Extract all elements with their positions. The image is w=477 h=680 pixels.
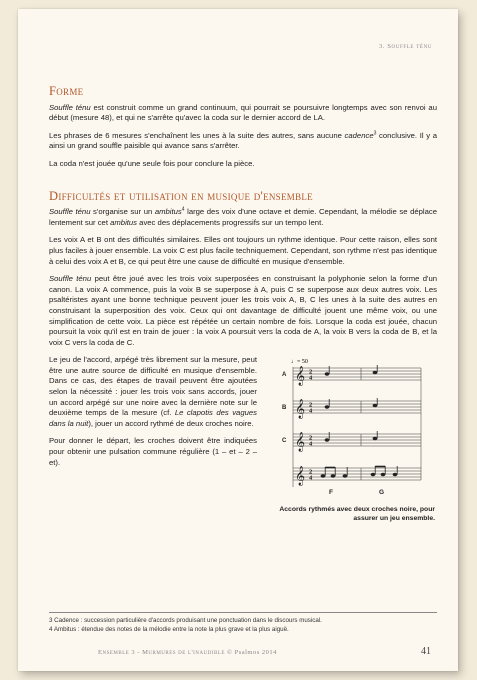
time-sig-den: 4: [309, 474, 313, 482]
time-sig-num: 2: [309, 401, 313, 409]
footer-title: Ensemble 3 - Murmures de l'inaudible: [98, 649, 225, 656]
work-title: Souffle ténu: [49, 207, 91, 217]
paragraph: [49, 274, 437, 348]
text: large des voix d'une octave et demie. Cependant, la mélodie se déplace lentement sur cet: [49, 207, 438, 227]
footer: [98, 649, 277, 656]
voice-label-a: A: [282, 372, 287, 379]
text: avec des déplacements progressifs sur un tempo lent.: [137, 217, 324, 227]
text: est construit comme un grand continuum, qui pourrait se poursuivre longtemps avec son renvoi au début (mesure 48), et qui ne s'arrête qu'avec la coda sur le dernier accord de LA.: [49, 102, 437, 123]
section-title-forme: Forme: [49, 84, 84, 98]
tempo-marking: ♩= 50: [291, 359, 308, 366]
term: ambitus: [110, 217, 138, 227]
footnote-3: 3 Cadence : succession particulière d'accords produisant une ponctuation dans le discours musical.: [49, 617, 322, 624]
time-sig-num: 2: [309, 368, 313, 376]
treble-clefs: [295, 366, 305, 486]
page: [18, 9, 458, 671]
work-title: Souffle ténu: [49, 102, 91, 112]
paragraph: [49, 131, 437, 152]
music-figure: [271, 355, 435, 523]
text: Les phrases de 6 mesures s'enchaînent les unes à la suite des autres, sans aucune: [49, 130, 345, 140]
paragraph: La coda n'est jouée qu'une seule fois pour conclure la pièce.: [49, 158, 255, 168]
time-sig-num: 2: [309, 468, 313, 476]
section-title-difficultes: Difficultés et utilisation en musique d'ensemble: [49, 188, 313, 203]
figure-caption: Accords rythmés avec deux croches noire, pour assurer un jeu ensemble.: [279, 506, 435, 522]
running-head: 3. Souffle ténu: [379, 43, 432, 50]
text: ), jouer un accord rythmé de deux croches noire.: [88, 418, 254, 428]
footnote-4: 4 Ambitus : étendue des notes de la mélodie entre la note la plus grave et la plus aiguë.: [49, 626, 289, 634]
footnote-ref: 3: [373, 130, 377, 137]
footer-copyright: © Psalmos 2014: [224, 649, 277, 656]
treble-clef-icon: 𝄞: [295, 432, 306, 453]
footnote-ref: 4: [181, 206, 185, 213]
paragraph: [49, 103, 437, 124]
chord-label-f: F: [329, 489, 333, 497]
text: peut être joué avec les trois voix superposées en construisant la polyphonie selon la forme d'un canon. La voix A commence, puis la voix B se superpose à A, puis C se superpose aux deux autres voix. Les psaltéristes ayant une bonne technique peuvent jouer les trois voix A, B, C les unes à la suite des autres en construisant la superposition des voix. Ceux qui ont davantage de difficulté jouent une même voix, ou une simplification de cette voix. La pièce est répétée un certain nombre de fois. Lorsque la coda est jouée, chacun poursuit la voix qu'il est en train de jouer : la voix A poursuit vers la coda de A, la voix B vers la coda de B, et la voix C vers la coda de C.: [49, 274, 437, 347]
term: cadence: [344, 130, 374, 140]
voice-label-c: C: [282, 438, 287, 445]
content: [49, 86, 437, 523]
beams: [325, 467, 385, 468]
score-svg: [271, 355, 435, 505]
time-sig-den: 4: [309, 407, 313, 415]
time-sig-num: 2: [309, 434, 313, 442]
page-number: 41: [421, 646, 431, 657]
work-title: Le clapotis des vagues dans la nuit: [49, 408, 257, 428]
work-title: Souffle ténu: [49, 274, 92, 284]
two-column-block: [49, 355, 437, 523]
paragraph: [49, 207, 437, 228]
time-sig-den: 4: [309, 440, 313, 448]
stems: [325, 365, 397, 476]
text: conclusive. Il y a ainsi un grand souffle paisible qui avance sans s'arrêter.: [49, 130, 437, 151]
left-column: [49, 355, 257, 523]
footnote-rule: [49, 612, 437, 613]
text: Le jeu de l'accord, arpégé très librement sur la mesure, peut être une autre source de difficulté en musique d'ensemble. Dans ce cas, des étapes de travail peuvent être ajoutées selon la nécessité : jouer les trois voix sans accords, jouer un accord arpégé sur une noire avec la dernière note sur le deuxième temps de la mesure (cf.: [49, 355, 257, 418]
chord-label-g: G: [379, 489, 385, 497]
time-sig-den: 4: [309, 374, 313, 382]
paragraph: Pour donner le départ, les croches doivent être indiquées pour obtenir une pulsation commune régulière (1 – et – 2 – et).: [49, 436, 257, 467]
footnotes: [49, 616, 439, 635]
voice-label-b: B: [282, 405, 287, 412]
notes: [321, 371, 398, 478]
treble-clef-icon: 𝄞: [295, 466, 306, 487]
treble-clef-icon: 𝄞: [295, 366, 306, 387]
text: s'organise sur un: [90, 207, 155, 217]
paragraph: Les voix A et B ont des difficultés similaires. Elles ont toujours un rythme identique. Pour cette raison, elles sont plus faciles à jouer ensemble. La voix C est plus facile techniquement. Cependant, son rythme n'est pas identique à celui des voix A et B, ce qui peut être une cause de difficulté en musique d'ensemble.: [49, 235, 437, 266]
treble-clef-icon: 𝄞: [295, 399, 306, 420]
term: ambitus: [154, 207, 182, 217]
paragraph: [49, 355, 257, 429]
